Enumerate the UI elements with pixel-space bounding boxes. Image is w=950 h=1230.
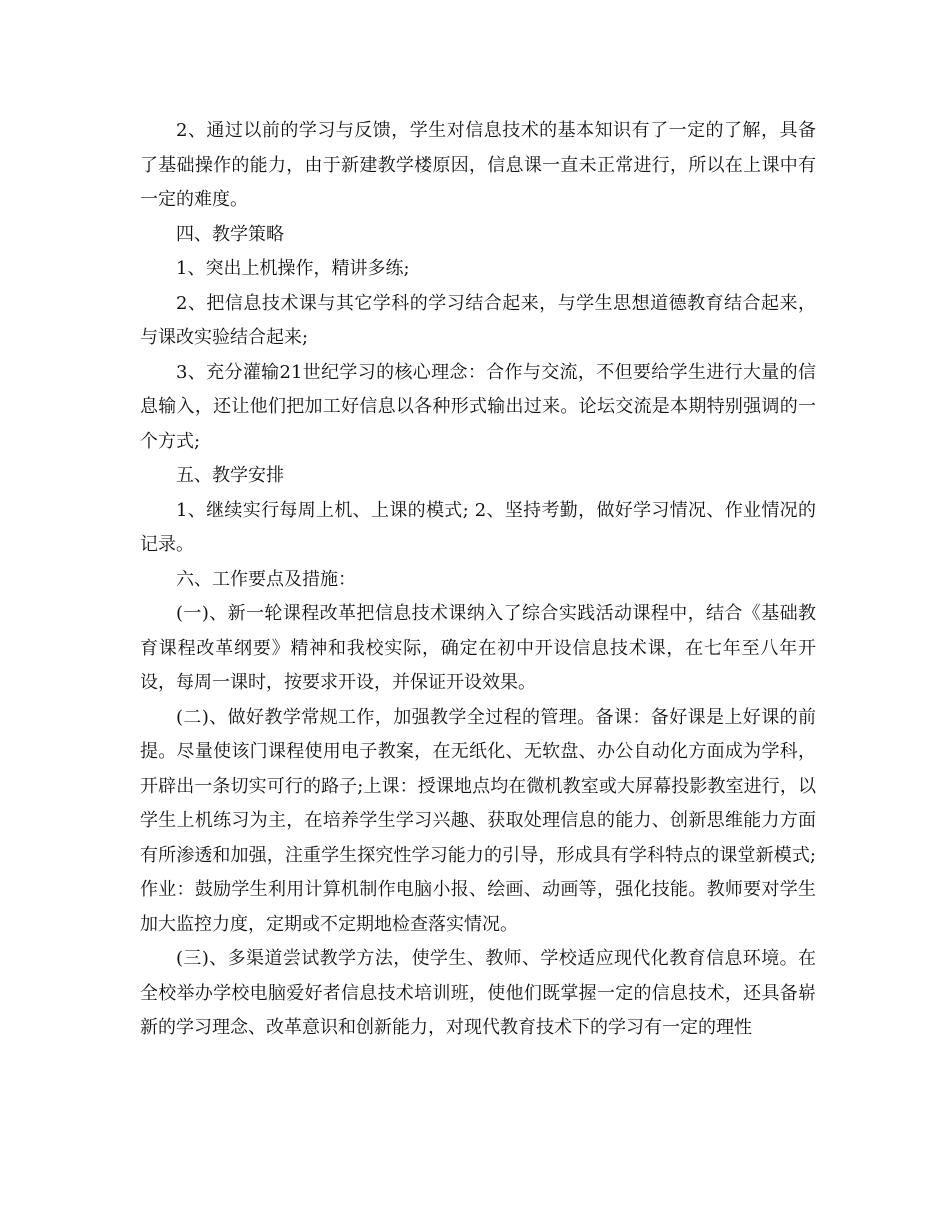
paragraph-measure-2: (二)、做好教学常规工作，加强教学全过程的管理。备课：备好课是上好课的前提。尽量使该门课程使用电子教案，在无纸化、无软盘、办公自动化方面成为学科，开辟出一条切实可行的路子;上课：授课地点均在微机教室或大屏幕投影教室进行，以学生上机练习为主，在培养学生学习兴趣、获取处理信息的能力、创新思维能力方面有所渗透和加强，注重学生探究性学习能力的引导，形成具有学科特点的课堂新模式;作业：鼓励学生利用计算机制作电脑小报、绘画、动画等，强化技能。教师要对学生加大监控力度，定期或不定期地检查落实情况。 <box>140 706 816 935</box>
paragraph-arrangement: 1、继续实行每周上机、上课的模式; 2、坚持考勤，做好学习情况、作业情况的记录。 <box>140 499 816 555</box>
paragraph-measure-3: (三)、多渠道尝试教学方法，使学生、教师、学校适应现代化教育信息环境。在全校举办学校电脑爱好者信息技术培训班，使他们既掌握一定的信息技术，还具备崭新的学习理念、改革意识和创新能力，对现代教育技术下的学习有一定的理性 <box>140 948 816 1038</box>
section-heading-teaching-strategy: 四、教学策略 <box>176 223 284 245</box>
paragraph-item-2-knowledge: 2、通过以前的学习与反馈，学生对信息技术的基本知识有了一定的了解，具备了基础操作的能力，由于新建教学楼原因，信息课一直未正常进行，所以在上课中有一定的难度。 <box>140 120 816 210</box>
paragraph-strategy-3: 3、充分灌输21世纪学习的核心理念：合作与交流，不但要给学生进行大量的信息输入，还让他们把加工好信息以各种形式输出过来。论坛交流是本期特别强调的一个方式; <box>140 361 816 452</box>
section-heading-teaching-arrangement: 五、教学安排 <box>176 465 284 486</box>
section-heading-work-points: 六、工作要点及措施： <box>176 568 356 590</box>
paragraph-strategy-2: 2、把信息技术课与其它学科的学习结合起来，与学生思想道德教育结合起来，与课改实验结合起来; <box>140 292 816 348</box>
paragraph-strategy-1: 1、突出上机操作，精讲多练; <box>176 258 410 279</box>
paragraph-measure-1: (一)、新一轮课程改革把信息技术课纳入了综合实践活动课程中，结合《基础教育课程改革纲要》精神和我校实际，确定在初中开设信息技术课，在七年至八年开设，每周一课时，按要求开设，并保证开设效果。 <box>140 603 816 693</box>
document-body <box>140 114 816 1046</box>
